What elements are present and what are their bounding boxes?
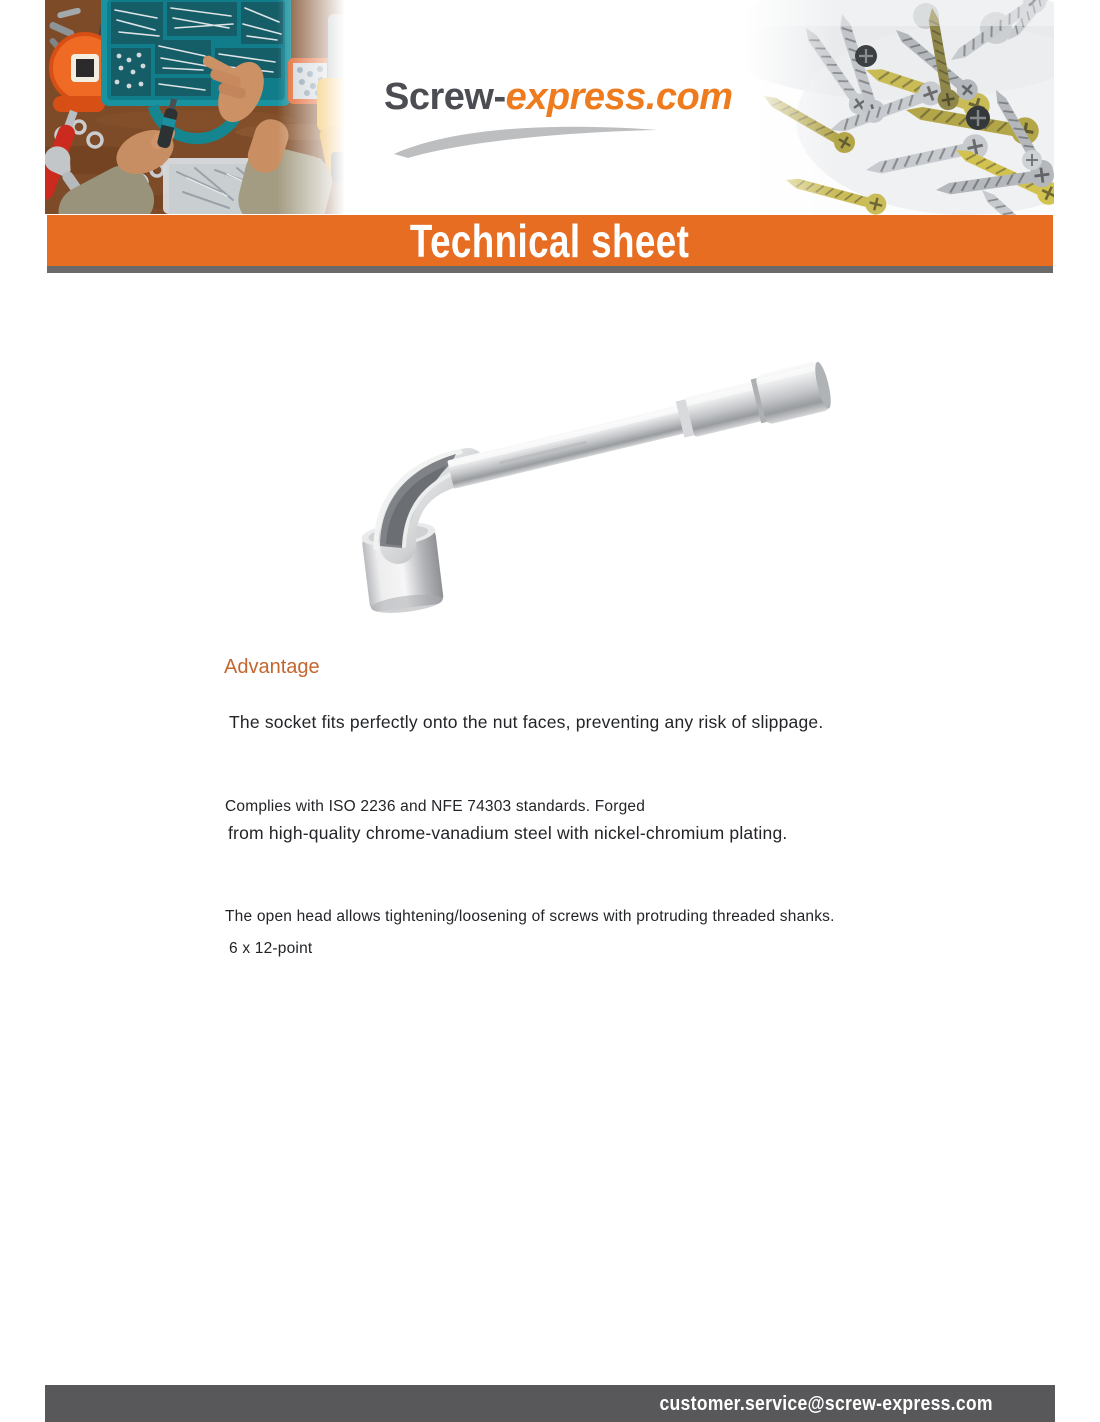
contact-email: customer.service@screw-express.com: [659, 1392, 993, 1415]
logo-text-express: express.com: [505, 76, 733, 118]
title-banner: [47, 215, 1053, 266]
spec-line-material: from high-quality chrome-vanadium steel with nickel-chromium plating.: [228, 823, 788, 843]
brand-logo: [384, 78, 734, 116]
spec-line-standards: Complies with ISO 2236 and NFE 74303 standards. Forged: [225, 798, 646, 815]
logo-swoosh-graphic: [392, 122, 660, 158]
logo-text-screw: Screw-: [384, 76, 506, 118]
socket-wrench-illustration: [350, 350, 840, 625]
workbench-photo-illustration: [45, 0, 345, 214]
banner-underline: [47, 266, 1053, 273]
footer-bar: [45, 1385, 1055, 1422]
page-title: Technical sheet: [410, 214, 690, 267]
product-photo: [350, 350, 840, 625]
spec-line-points: 6 x 12-point: [229, 940, 313, 957]
advantage-heading: Advantage: [224, 656, 320, 678]
advantage-body: The socket fits perfectly onto the nut faces, preventing any risk of slippage.: [229, 712, 824, 732]
spec-line-open-head: The open head allows tightening/loosening of screws with protruding threaded shanks.: [225, 908, 835, 925]
screws-pile-illustration: [746, 0, 1054, 216]
screws-pile-photo: [746, 0, 1054, 216]
workbench-photo: [45, 0, 345, 214]
